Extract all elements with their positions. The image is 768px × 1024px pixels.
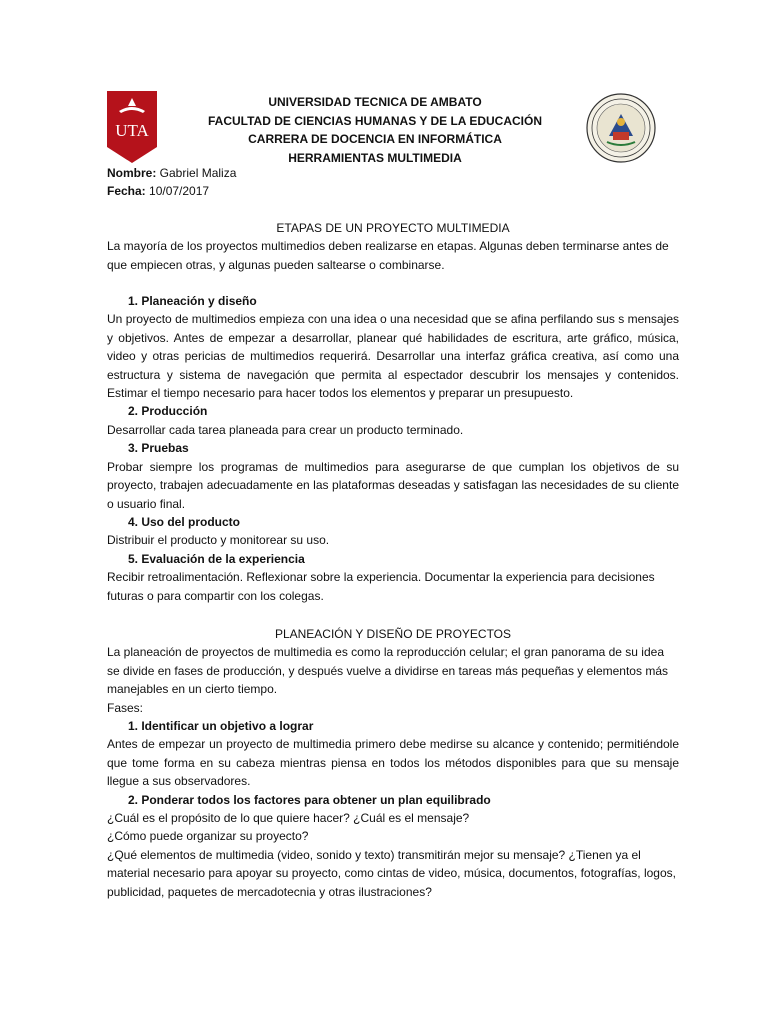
phases-label: Fases: [107, 700, 144, 715]
section-title: PLANEACIÓN Y DISEÑO DE PROYECTOS [274, 626, 512, 641]
university-name: UNIVERSIDAD TECNICA DE AMBATO [268, 95, 482, 109]
stage-heading: 5. Evaluación de la experiencia [128, 551, 305, 566]
name-line [107, 164, 679, 182]
section-intro: La planeación de proyectos de multimedia es como la reproducción celular; el gran panorama de su idea se divide en fases de producción, y después vuelve a dividirse en tareas más pequeñas y elementos más manejables en un cierto tiempo. [107, 645, 668, 697]
career-name: CARRERA DE DOCENCIA EN INFORMÁTICA [248, 132, 502, 146]
name-value: Gabriel Maliza [156, 166, 237, 180]
document-header [170, 93, 580, 167]
stage-heading: 3. Pruebas [128, 441, 189, 456]
document-body [107, 164, 679, 901]
stage-heading: 1. Planeación y diseño [128, 294, 257, 309]
stage-text: Probar siempre los programas de multimedios para asegurarse de que cumplan los objetivos de su proyecto, trabajen adecuadamente en las plataformas deseadas y satisfagan las necesidades de su cliente o usuario final. [107, 459, 679, 511]
date-value: 10/07/2017 [145, 184, 210, 199]
section-title: ETAPAS DE UN PROYECTO MULTIMEDIA [276, 220, 510, 235]
stage-text: Distribuir el producto y monitorear su uso. [107, 533, 330, 548]
question-line: ¿Cuál es el propósito de lo que quiere hacer? ¿Cuál es el mensaje? [107, 811, 470, 825]
question-line: ¿Cómo puede organizar su proyecto? [107, 829, 309, 844]
name-label: Nombre: [107, 166, 157, 180]
stage-heading: 4. Uso del producto [128, 514, 241, 529]
stage-text: Desarrollar cada tarea planeada para crear un producto terminado. [107, 422, 464, 437]
date-line [107, 182, 679, 200]
question-line: ¿Qué elementos de multimedia (video, sonido y texto) transmitirán mejor su mensaje? ¿Tienen ya el material necesario para apoyar su proyecto, como cintas de video, música, documentos, fotografías, logos, publicidad, paquetes de mercadotecnia y otras ilustraciones? [107, 847, 676, 899]
faculty-seal-icon [585, 92, 657, 164]
stage-text: Recibir retroalimentación. Reflexionar sobre la experiencia. Documentar la experiencia para decisiones futuras o para compartir con los colegas. [107, 570, 655, 603]
section-intro: La mayoría de los proyectos multimedios deben realizarse en etapas. Algunas deben terminarse antes de que empiecen otras, y algunas pueden saltearse o combinarse. [107, 239, 669, 272]
stage-text: Un proyecto de multimedios empieza con una idea o una necesidad que se afina perfilando sus s mensajes y objetivos. Antes de empezar a desarrollar, planear qué habilidades de escritura, arte gráfico, música, video y otras pericias de multimedios requerirá. Desarrollar una interfaz gráfica creativa, así como una estructura y sistema de navegación que permita al espectador descubrir los mensajes y contenidos. Estimar el tiempo necesario para hacer todos los elementos y preparar un presupuesto. [107, 312, 679, 401]
date-label: Fecha: [107, 184, 146, 199]
phase-heading: 1. Identificar un objetivo a lograr [128, 718, 314, 733]
phase-heading: 2. Ponderar todos los factores para obtener un plan equilibrado [128, 792, 491, 807]
uta-logo-text: UTA [115, 121, 149, 140]
subject-name: HERRAMIENTAS MULTIMEDIA [288, 150, 462, 165]
uta-logo-icon [107, 91, 157, 163]
stage-heading: 2. Producción [128, 404, 208, 419]
phase-text: Antes de empezar un proyecto de multimedia primero debe medirse su alcance y contenido; permitiéndole que tome forma en su cabeza mientras piensa en todos los métodos disponibles para que su mensaje llegue a sus observadores. [107, 737, 679, 789]
faculty-name: FACULTAD DE CIENCIAS HUMANAS Y DE LA EDUCACIÓN [207, 113, 542, 128]
